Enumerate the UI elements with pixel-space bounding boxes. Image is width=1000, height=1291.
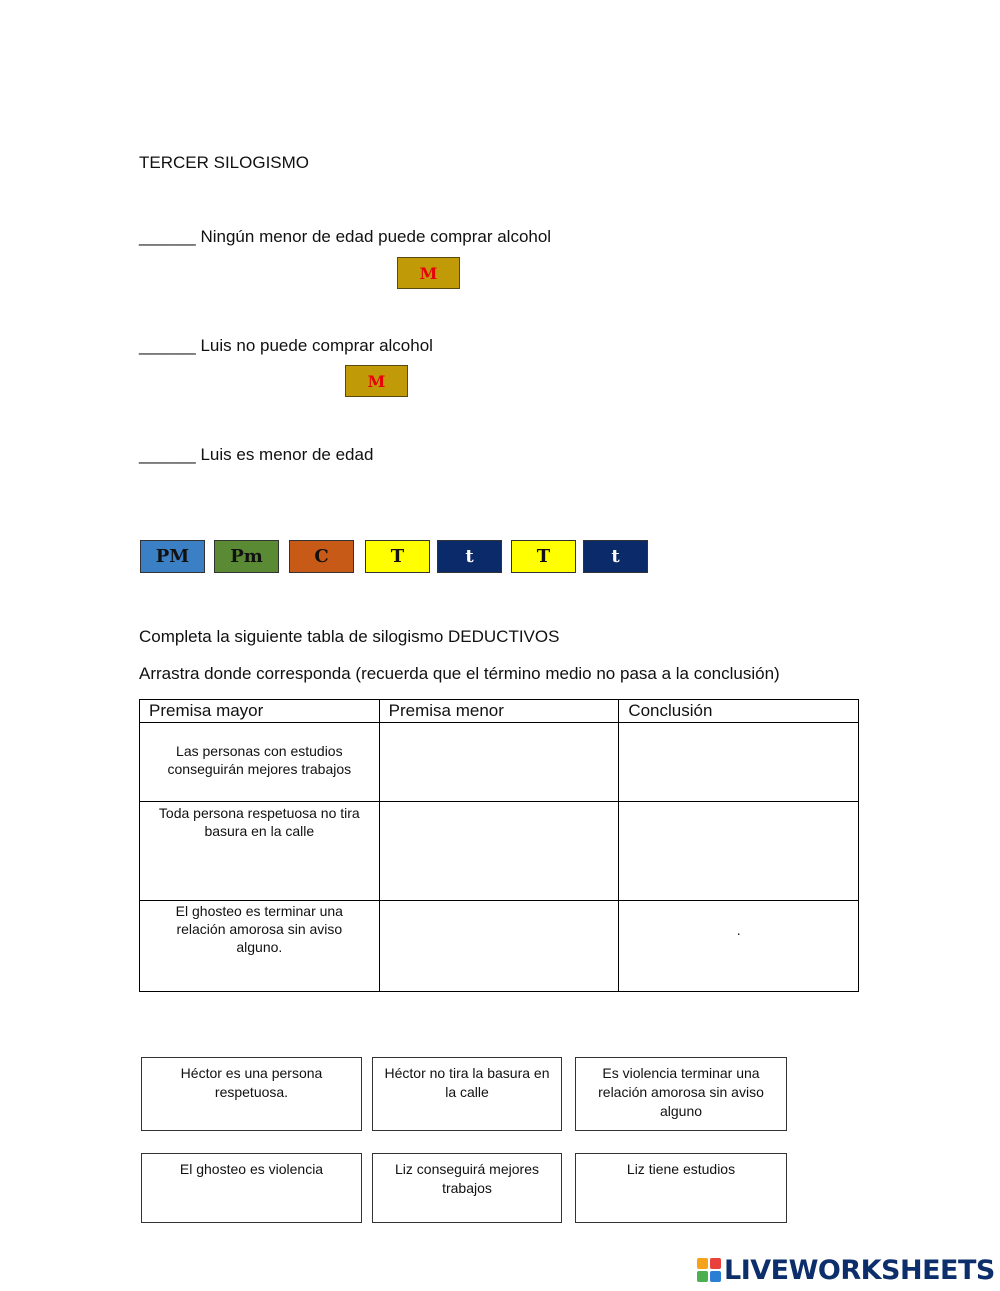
tag-minor-term-1[interactable]: t bbox=[437, 540, 502, 573]
drop-cell-conclusion-2[interactable] bbox=[619, 802, 859, 901]
header-conclusion: Conclusión bbox=[619, 700, 859, 723]
syllogism-table bbox=[139, 699, 859, 992]
middle-term-marker-2[interactable]: M bbox=[345, 365, 408, 397]
drop-cell-minor-1[interactable] bbox=[379, 723, 619, 802]
answer-card[interactable]: Liz tiene estudios bbox=[575, 1153, 787, 1223]
statement-2-text: Luis no puede comprar alcohol bbox=[200, 336, 433, 355]
instruction-2: Arrastra donde corresponda (recuerda que el término medio no pasa a la conclusión) bbox=[139, 664, 780, 683]
logo-tile bbox=[697, 1271, 708, 1282]
answer-card[interactable]: Héctor no tira la basura en la calle bbox=[372, 1057, 562, 1131]
drop-cell-conclusion-1[interactable] bbox=[619, 723, 859, 802]
answer-card[interactable]: El ghosteo es violencia bbox=[141, 1153, 362, 1223]
drop-cell-minor-2[interactable] bbox=[379, 802, 619, 901]
answer-blank-2[interactable]: ______ bbox=[139, 336, 196, 355]
header-premisa-menor: Premisa menor bbox=[379, 700, 619, 723]
answer-card[interactable]: Liz conseguirá mejores trabajos bbox=[372, 1153, 562, 1223]
logo-text: LIVEWORKSHEETS bbox=[724, 1254, 995, 1286]
tag-minor-term-2[interactable]: t bbox=[583, 540, 648, 573]
statement-2 bbox=[139, 336, 433, 356]
statement-1-text: Ningún menor de edad puede comprar alcohol bbox=[200, 227, 552, 246]
tag-major-term-1[interactable]: T bbox=[365, 540, 430, 573]
cell-major-2: Toda persona respetuosa no tira basura en la calle bbox=[140, 802, 380, 901]
liveworksheets-logo bbox=[697, 1256, 995, 1284]
table-row bbox=[140, 802, 859, 901]
table-row bbox=[140, 723, 859, 802]
logo-tile bbox=[710, 1258, 721, 1269]
answer-blank-1[interactable]: ______ bbox=[139, 227, 196, 246]
drop-cell-conclusion-3[interactable]: . bbox=[619, 901, 859, 992]
header-premisa-mayor: Premisa mayor bbox=[140, 700, 380, 723]
table-row bbox=[140, 901, 859, 992]
tag-major-term-2[interactable]: T bbox=[511, 540, 576, 573]
statement-3 bbox=[139, 445, 373, 465]
table-header-row bbox=[140, 700, 859, 723]
answer-card[interactable]: Es violencia terminar una relación amorosa sin aviso alguno bbox=[575, 1057, 787, 1131]
answer-blank-3[interactable]: ______ bbox=[139, 445, 196, 464]
logo-tile bbox=[697, 1258, 708, 1269]
logo-tile bbox=[710, 1271, 721, 1282]
tag-c[interactable]: C bbox=[289, 540, 354, 573]
cell-major-3: El ghosteo es terminar una relación amorosa sin aviso alguno. bbox=[140, 901, 380, 992]
cell-major-1: Las personas con estudios conseguirán mejores trabajos bbox=[140, 723, 380, 802]
statement-3-text: Luis es menor de edad bbox=[200, 445, 374, 464]
tag-pm-minor[interactable]: Pm bbox=[214, 540, 279, 573]
drop-cell-minor-3[interactable] bbox=[379, 901, 619, 992]
tag-pm-major[interactable]: PM bbox=[140, 540, 205, 573]
answer-card[interactable]: Héctor es una persona respetuosa. bbox=[141, 1057, 362, 1131]
section-title: TERCER SILOGISMO bbox=[139, 153, 310, 172]
statement-1 bbox=[139, 227, 551, 247]
middle-term-marker-1[interactable]: M bbox=[397, 257, 460, 289]
logo-mark-icon bbox=[697, 1258, 721, 1282]
instruction-1: Completa la siguiente tabla de silogismo DEDUCTIVOS bbox=[139, 627, 560, 646]
